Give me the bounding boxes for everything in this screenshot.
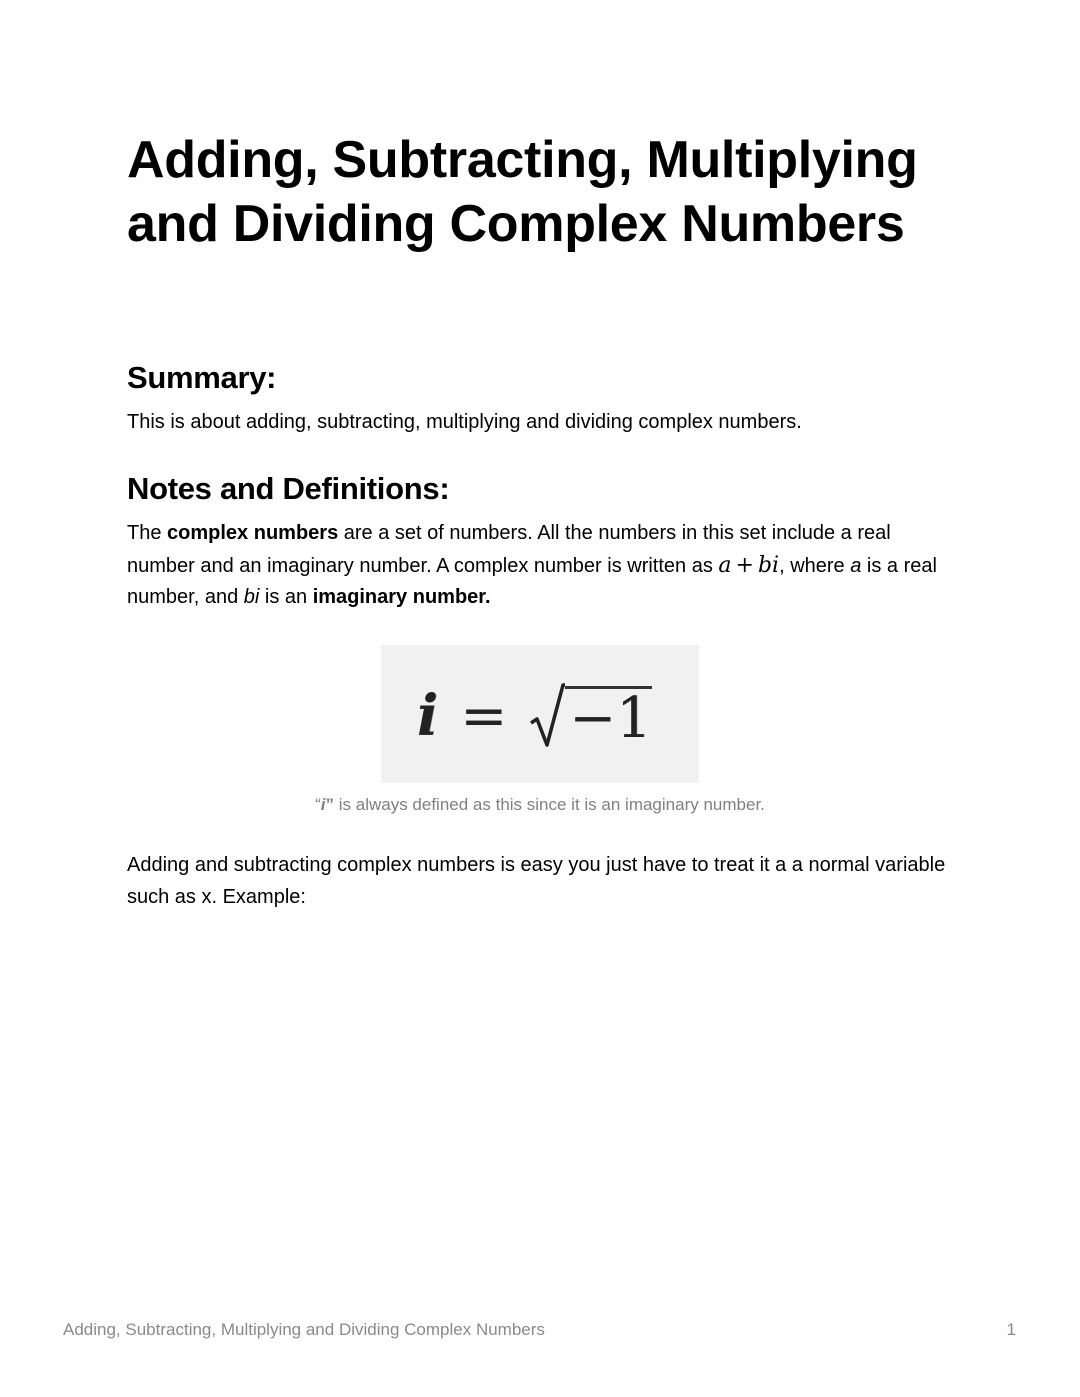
equation-var-i: i xyxy=(417,683,439,749)
equation-radicand: −1 xyxy=(565,686,652,749)
summary-heading: Summary: xyxy=(127,360,277,395)
square-root xyxy=(529,683,652,749)
figure-caption xyxy=(0,793,1080,817)
text-run: are a set of numbers. All the numbers in this set include a real number and an imaginary number. A complex number is written as xyxy=(127,522,891,577)
math-var-bi: bi xyxy=(757,552,780,578)
equation-i-equals-sqrt-minus-one xyxy=(417,681,652,751)
equation-equals: = xyxy=(460,683,508,749)
italic-bi: bi xyxy=(243,586,260,608)
text-run: , where xyxy=(779,554,851,577)
caption-quote: “ xyxy=(315,795,321,814)
text-run: is a real number, and xyxy=(127,554,937,608)
text-run: is an xyxy=(259,586,313,608)
summary-text: This is about adding, subtracting, multiplying and dividing complex numbers. xyxy=(127,411,802,433)
math-var-a: a xyxy=(718,552,732,578)
bold-term-imaginary-number: imaginary number. xyxy=(312,586,491,608)
footer-page-number: 1 xyxy=(1006,1320,1016,1339)
caption-text: is always defined as this since it is an imaginary number. xyxy=(334,795,765,814)
italic-a: a xyxy=(850,554,862,577)
radical-sign-icon xyxy=(529,683,565,749)
math-plus: + xyxy=(735,552,754,578)
notes-heading: Notes and Definitions: xyxy=(127,471,450,506)
footer-running-title: Adding, Subtracting, Multiplying and Dividing Complex Numbers xyxy=(63,1320,545,1339)
text-run: The xyxy=(127,522,168,544)
math-a-plus-bi xyxy=(718,553,779,578)
caption-quote: ” xyxy=(325,795,335,814)
adding-subtracting-text: Adding and subtracting complex numbers is easy you just have to treat it a a normal variable such as x. Example: xyxy=(127,854,946,908)
caption-var-i: i xyxy=(320,795,326,814)
notes-paragraph xyxy=(127,518,957,614)
bold-term-complex-numbers: complex numbers xyxy=(167,522,339,544)
document-title: Adding, Subtracting, Multiplying and Dividing Complex Numbers xyxy=(127,131,918,253)
equation-image xyxy=(381,645,699,783)
